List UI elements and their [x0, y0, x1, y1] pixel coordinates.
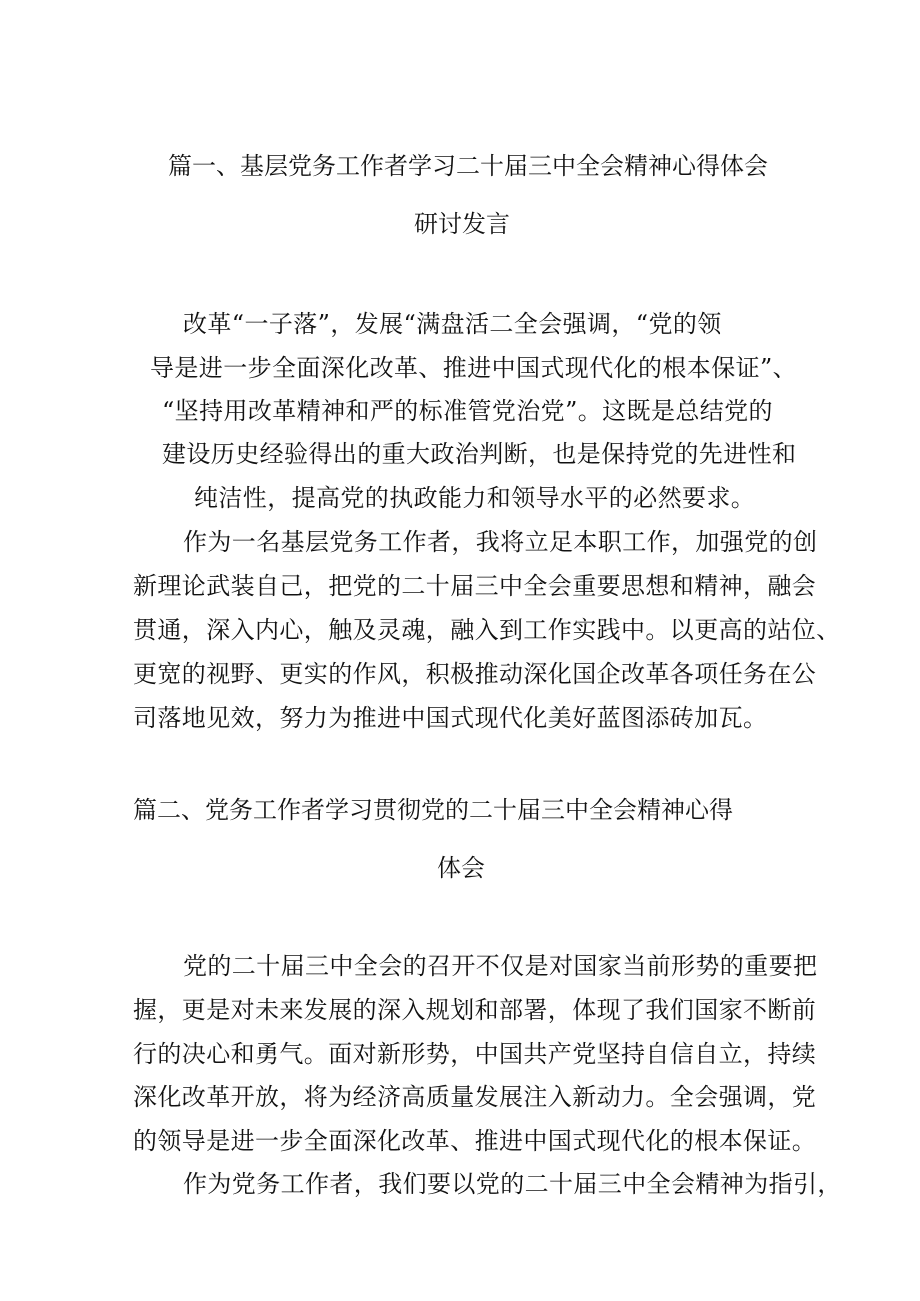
- section1-paragraph1-line-3: “坚持用改革精神和严的标准管党治党”。这既是总结党的: [162, 397, 773, 425]
- section1-title-line-2: 研讨发言: [414, 210, 510, 238]
- section2-paragraph1-line-5: 的领导是进一步全面深化改革、推进中国式现代化的根本保证。: [133, 1127, 817, 1155]
- section1-paragraph2-line-1: 作为一名基层党务工作者，我将立足本职工作，加强党的创: [183, 528, 818, 556]
- section1-paragraph2-line-3: 贯通，深入内心，触及灵魂，融入到工作实践中。以更高的站位、: [133, 616, 841, 644]
- section1-paragraph2-line-4: 更宽的视野、更实的作风，积极推动深化国企改革各项任务在公: [133, 660, 817, 688]
- section2-paragraph2-line-1: 作为党务工作者，我们要以党的二十届三中全会精神为指引，: [183, 1170, 842, 1198]
- section2-title-line-1: 篇二、党务工作者学习贯彻党的二十届三中全会精神心得: [133, 796, 733, 824]
- section1-paragraph1-line-2: 导是进一步全面深化改革、推进中国式现代化的根本保证”、: [150, 354, 798, 382]
- section2-paragraph1-line-3: 行的决心和勇气。面对新形势，中国共产党坚持自信自立，持续: [133, 1040, 817, 1068]
- section2-paragraph1-line-1: 党的二十届三中全会的召开不仅是对国家当前形势的重要把: [183, 952, 818, 980]
- section1-paragraph2-line-2: 新理论武装自己，把党的二十届三中全会重要思想和精神，融会: [133, 572, 817, 600]
- section2-paragraph1-line-4: 深化改革开放，将为经济高质量发展注入新动力。全会强调，党: [133, 1083, 817, 1111]
- section1-title-line-1: 篇一、基层党务工作者学习二十届三中全会精神心得体会: [168, 152, 768, 180]
- section2-title-line-2: 体会: [437, 854, 485, 882]
- section1-paragraph1-line-4: 建设历史经验得出的重大政治判断，也是保持党的先进性和: [162, 440, 797, 468]
- section1-paragraph1-line-1: 改革“一子落”，发展“满盘活二全会强调，“党的领: [183, 310, 722, 338]
- section1-paragraph2-line-5: 司落地见效，努力为推进中国式现代化美好蓝图添砖加瓦。: [133, 704, 768, 732]
- section2-paragraph1-line-2: 握，更是对未来发展的深入规划和部署，体现了我们国家不断前: [133, 996, 817, 1024]
- section1-paragraph1-line-5: 纯洁性，提高党的执政能力和领导水平的必然要求。: [194, 484, 756, 512]
